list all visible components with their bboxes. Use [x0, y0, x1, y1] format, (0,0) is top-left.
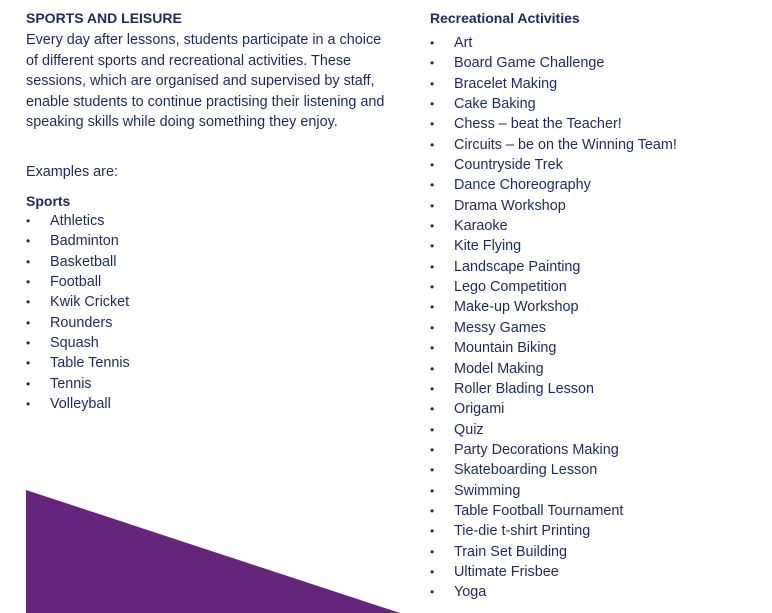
bullet-icon: •: [430, 585, 435, 600]
activity-item-label: Messy Games: [454, 319, 546, 336]
activity-item-label: Yoga: [454, 584, 487, 601]
activity-item-label: Drama Workshop: [454, 197, 566, 214]
bullet-icon: •: [26, 376, 31, 391]
bullet-icon: •: [430, 524, 435, 539]
sport-item-label: Squash: [50, 335, 99, 352]
sport-item-label: Basketball: [50, 253, 117, 270]
bullet-icon: •: [430, 36, 435, 50]
sport-item-label: Rounders: [50, 314, 113, 331]
bullet-icon: •: [430, 76, 435, 91]
sport-item-label: Table Tennis: [50, 355, 130, 372]
bullet-icon: •: [430, 56, 435, 71]
purple-triangle-shape: [26, 490, 400, 613]
activity-item-label: Skateboarding Lesson: [454, 462, 598, 479]
bullet-icon: •: [430, 564, 435, 579]
activity-item-label: Dance Choreography: [454, 177, 591, 194]
bullet-icon: •: [26, 214, 31, 228]
bullet-icon: •: [26, 397, 31, 412]
activity-item-label: Tie-die t-shirt Printing: [454, 523, 591, 540]
bullet-icon: •: [430, 422, 435, 437]
bullet-icon: •: [430, 97, 435, 112]
bullet-icon: •: [430, 544, 435, 559]
activity-item-label: Board Game Challenge: [454, 55, 605, 72]
bullet-icon: •: [430, 320, 435, 335]
bullet-icon: •: [430, 300, 435, 315]
activity-item-label: Quiz: [454, 421, 484, 438]
activity-item-label: Landscape Painting: [454, 258, 581, 275]
recreational-activities-heading: Recreational Activities: [430, 10, 580, 26]
sport-item-label: Kwik Cricket: [50, 294, 130, 311]
bullet-icon: •: [26, 356, 31, 371]
bullet-icon: •: [430, 381, 435, 396]
bullet-icon: •: [430, 463, 435, 478]
activity-item-label: Art: [454, 35, 473, 51]
activity-item-label: Ultimate Frisbee: [454, 563, 559, 580]
sport-item-label: Tennis: [50, 375, 92, 392]
bullet-icon: •: [430, 341, 435, 356]
bullet-icon: •: [26, 275, 31, 290]
activity-item-label: Roller Blading Lesson: [454, 380, 594, 397]
sport-item-label: Volleyball: [50, 396, 111, 413]
activity-item-label: Karaoke: [454, 218, 508, 235]
activity-item-label: Train Set Building: [454, 543, 568, 560]
bullet-icon: •: [430, 198, 435, 213]
examples-label: Examples are:: [26, 164, 118, 180]
activity-item-label: Chess – beat the Teacher!: [454, 116, 622, 133]
activity-item-label: Countryside Trek: [454, 157, 563, 174]
activity-item-label: Origami: [454, 401, 505, 418]
activity-item-label: Circuits – be on the Winning Team!: [454, 136, 677, 153]
activity-item-label: Lego Competition: [454, 279, 567, 296]
sports-heading: Sports: [26, 193, 71, 209]
bullet-icon: •: [430, 483, 435, 498]
bullet-icon: •: [26, 315, 31, 330]
bullet-icon: •: [430, 503, 435, 518]
activity-item-label: Swimming: [454, 482, 521, 499]
activity-item-label: Cake Baking: [454, 96, 536, 113]
activity-item-label: Table Football Tournament: [454, 502, 624, 519]
bullet-icon: •: [430, 178, 435, 193]
bullet-icon: •: [26, 336, 31, 351]
sports-leisure-heading: SPORTS AND LEISURE: [26, 10, 182, 26]
bullet-icon: •: [430, 219, 435, 234]
bullet-icon: •: [26, 254, 31, 269]
activity-item-label: Kite Flying: [454, 238, 522, 255]
bullet-icon: •: [430, 402, 435, 417]
bullet-icon: •: [26, 234, 31, 249]
bullet-icon: •: [430, 259, 435, 274]
bullet-icon: •: [26, 295, 31, 310]
activity-item-label: Mountain Biking: [454, 340, 557, 357]
sport-item-label: Badminton: [50, 233, 119, 250]
activity-item-label: Party Decorations Making: [454, 441, 619, 458]
bullet-icon: •: [430, 361, 435, 376]
activity-item-label: Bracelet Making: [454, 75, 558, 92]
bullet-icon: •: [430, 280, 435, 295]
sport-item-label: Athletics: [50, 213, 105, 229]
intro-paragraph: Every day after lessons, students participate in a choice of different sports and recreational activities. These sessions, which are organised and supervised by staff, enable students to continue practising their listening and speaking skills while doing something they enjoy.: [26, 32, 385, 131]
sport-item-label: Football: [50, 274, 102, 291]
bullet-icon: •: [430, 117, 435, 132]
bullet-icon: •: [430, 158, 435, 173]
bullet-icon: •: [430, 442, 435, 457]
bullet-icon: •: [430, 137, 435, 152]
activity-item-label: Model Making: [454, 360, 544, 377]
bullet-icon: •: [430, 239, 435, 254]
activity-item-label: Make-up Workshop: [454, 299, 579, 316]
